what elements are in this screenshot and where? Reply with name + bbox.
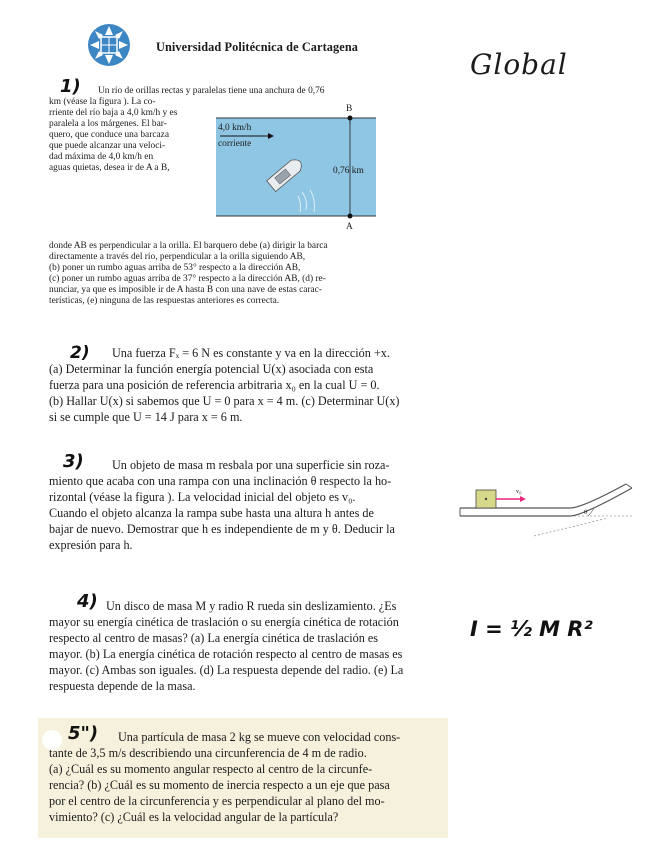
university-title: Universidad Politécnica de Cartagena xyxy=(156,40,359,54)
problem-1-intro-line: km (véase la figura ). La co- xyxy=(49,97,156,107)
problem-5-line: rencia? (b) ¿Cuál es su momento de inercia respecto a un eje que pasa xyxy=(49,778,390,792)
problem-3-line: Cuando el objeto alcanza la rampa sube hasta una altura h antes de xyxy=(49,506,374,520)
university-logo xyxy=(86,22,132,68)
problem-3-line: bajar de nuevo. Demostrar que h es independiente de m y θ. Deducir la xyxy=(49,522,395,536)
problem-4-line: respuesta depende de la masa. xyxy=(49,679,196,693)
problem-3-line: expresión para h. xyxy=(49,538,133,552)
problem-1-intro-line: dad máxima de 4,0 km/h en xyxy=(49,152,154,162)
problem-1-body-line: directamente a través del río, perpendicular a la orilla siguiendo AB, xyxy=(49,252,306,262)
problem-3-line: Un objeto de masa m resbala por una superficie sin roza- xyxy=(112,458,390,472)
problem-1-body-line: (c) poner un rumbo aguas arriba de 37° respecto a la dirección AB, (d) re- xyxy=(49,274,326,284)
problem-5-line: Una partícula de masa 2 kg se mueve con velocidad cons- xyxy=(118,730,401,744)
problem-1-body-line: (b) poner un rumbo aguas arriba de 53° respecto a la dirección AB, xyxy=(49,263,301,273)
problem-1-intro-line: quero, que conduce una barcaza xyxy=(49,130,169,140)
problem-3-line: miento que acaba con una rampa con una inclinación θ respecto la ho- xyxy=(49,474,392,488)
point-a-label: A xyxy=(346,222,353,232)
problem-2-line: (a) Determinar la función energía potencial U(x) asociada con esta xyxy=(49,362,374,376)
handwritten-global: Global xyxy=(470,48,568,81)
current-label: corriente xyxy=(218,139,252,149)
problem-5-line: vimiento? (c) ¿Cuál es la velocidad angular de la partícula? xyxy=(49,810,339,824)
problem-2-line: fuerza para una posición de referencia arbitraria x₀ en la cual U = 0. xyxy=(49,378,380,392)
problem-1-intro-line: rriente del río baja a 4,0 km/h y es xyxy=(49,108,178,118)
width-label: 0,76 km xyxy=(333,166,364,176)
problem-4-line: Un disco de masa M y radio R rueda sin deslizamiento. ¿Es xyxy=(106,599,397,613)
problem-1-intro-line-0: Un río de orillas rectas y paralelas tiene una anchura de 0,76 xyxy=(98,86,325,96)
problem-4-line: mayor. (b) La energía cinética de rotación respecto al centro de masas es xyxy=(49,647,403,661)
problem-1-intro-line: paralela a los márgenes. El bar- xyxy=(49,119,167,129)
problem-1-body-line: nunciar, ya que es imposible ir de A hasta B con una nave de estas carac- xyxy=(49,285,322,295)
handwritten-inertia-formula: I = ½ M R² xyxy=(470,617,593,641)
problem-2-number: 2) xyxy=(70,343,90,363)
problem-3-line: rizontal (véase la figura ). La velocidad inicial del objeto es v₀. xyxy=(49,490,356,504)
point-b-dot xyxy=(348,116,353,121)
problem-5-line: tante de 3,5 m/s describiendo una circunferencia de 4 m de radio. xyxy=(49,746,367,760)
problem-2-line: Una fuerza Fₓ = 6 N es constante y va en la dirección +x. xyxy=(112,346,390,360)
problem-2-line: (b) Hallar U(x) si sabemos que U = 0 para x = 4 m. (c) Determinar U(x) xyxy=(49,394,400,408)
point-b-label: B xyxy=(346,104,353,114)
problem-2-line: si se cumple que U = 14 J para x = 6 m. xyxy=(49,410,243,424)
problem-1-intro-line: que puede alcanzar una veloci- xyxy=(49,141,166,151)
problem-1-body-line: donde AB es perpendicular a la orilla. El barquero debe (a) dirigir la barca xyxy=(49,241,328,251)
problem-1-number: 1) xyxy=(60,76,81,97)
problem-3-number: 3) xyxy=(63,451,84,472)
angle-label: θ xyxy=(584,509,588,516)
problem-4-line: mayor su energía cinética de traslación o su energía cinética de rotación xyxy=(49,615,399,629)
velocity-label: v₀ xyxy=(516,488,522,495)
point-a-dot xyxy=(348,214,353,219)
ramp-figure xyxy=(458,474,634,540)
problem-5-number: 5") xyxy=(68,723,99,744)
problem-1-body-line: terísticas, (e) ninguna de las respuestas anteriores es correcta. xyxy=(49,296,280,306)
problem-4-line: mayor. (c) Ambas son iguales. (d) La respuesta depende del radio. (e) La xyxy=(49,663,404,677)
problem-4-line: respecto al centro de masas? (a) La energía cinética de traslación es xyxy=(49,631,379,645)
speed-label: 4,0 km/h xyxy=(218,123,252,133)
problem-5-line: (a) ¿Cuál es su momento angular respecto al centro de la circunfe- xyxy=(49,762,373,776)
problem-5-line: por el centro de la circunferencia y es perpendicular al plano del mo- xyxy=(49,794,385,808)
problem-1-intro-line: aguas quietas, desea ir de A a B, xyxy=(49,163,170,173)
problem-4-number: 4) xyxy=(77,591,98,612)
